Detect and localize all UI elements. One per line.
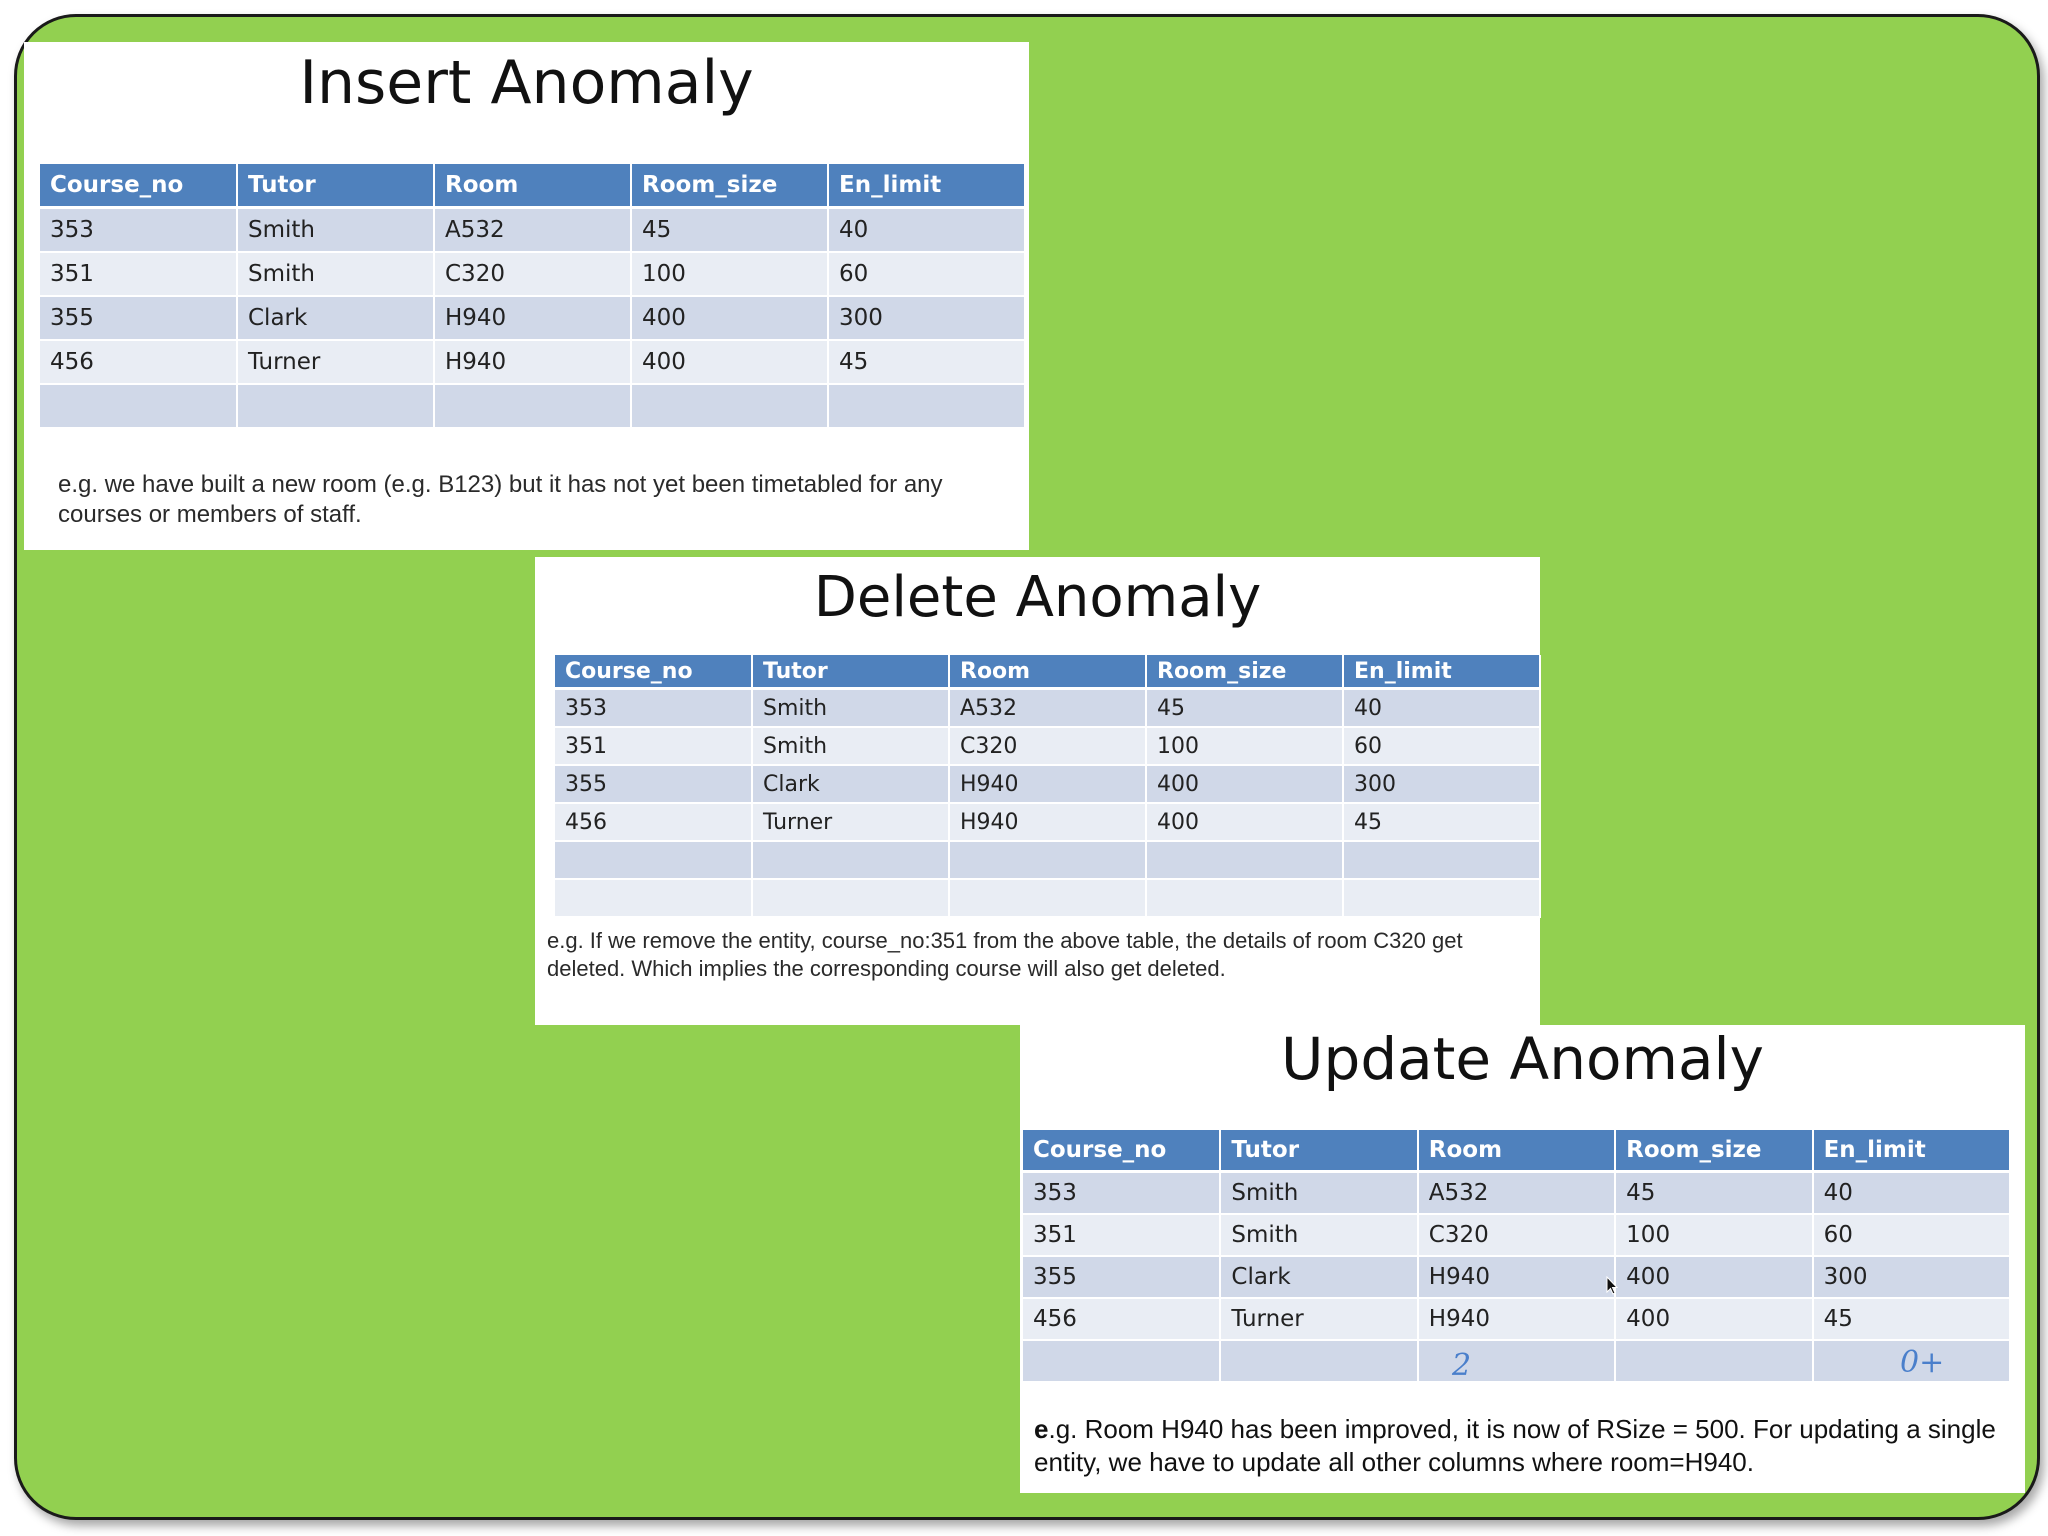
table-cell: H940	[949, 765, 1146, 803]
delete-anomaly-panel	[535, 557, 1540, 1025]
table-header-row	[555, 655, 1540, 689]
table-cell: H940	[949, 803, 1146, 841]
table-row	[1023, 1298, 2010, 1340]
table-cell: Smith	[237, 208, 434, 253]
table-row	[555, 689, 1540, 728]
table-cell: 300	[828, 296, 1025, 340]
table-cell: Turner	[237, 340, 434, 384]
table-row	[555, 765, 1540, 803]
table-row	[555, 803, 1540, 841]
table-header-row	[40, 164, 1025, 208]
table-cell: 351	[40, 252, 237, 296]
table-cell: C320	[949, 727, 1146, 765]
table-cell: Turner	[1220, 1298, 1417, 1340]
handwritten-annotation: 2	[1452, 1348, 1472, 1383]
insert-anomaly-title: Insert Anomaly	[299, 48, 754, 118]
table-cell: 45	[1813, 1298, 2010, 1340]
table-cell: 355	[40, 296, 237, 340]
table-cell: 456	[555, 803, 752, 841]
column-header: Tutor	[1220, 1130, 1417, 1172]
table-cell: 400	[1615, 1298, 1812, 1340]
table-cell: Clark	[1220, 1256, 1417, 1298]
table-cell: 45	[1343, 803, 1540, 841]
table-cell: 40	[828, 208, 1025, 253]
table-row	[1023, 1214, 2010, 1256]
table-cell: 351	[1023, 1214, 1220, 1256]
table-cell: Turner	[752, 803, 949, 841]
table-cell: 353	[555, 689, 752, 728]
update-anomaly-note	[1034, 1413, 2014, 1478]
table-cell: A532	[1418, 1172, 1615, 1215]
table-cell: 400	[631, 296, 828, 340]
table-cell: 45	[1615, 1172, 1812, 1215]
insert-anomaly-panel	[24, 42, 1029, 550]
table-cell: 400	[1146, 803, 1343, 841]
column-header: Room	[434, 164, 631, 208]
table-cell: H940	[434, 340, 631, 384]
table-cell: Smith	[752, 689, 949, 728]
table-header-row	[1023, 1130, 2010, 1172]
table-cell: H940	[1418, 1298, 1615, 1340]
column-header: En_limit	[828, 164, 1025, 208]
table-cell: 60	[828, 252, 1025, 296]
mouse-cursor-icon	[1606, 1276, 1620, 1296]
column-header: Course_no	[1023, 1130, 1220, 1172]
update-note-text: .g. Room H940 has been improved, it is now of RSize = 500. For updating a single entity, we have to update all other columns where room=H940.	[1034, 1414, 1996, 1477]
column-header: Course_no	[555, 655, 752, 689]
column-header: Room	[949, 655, 1146, 689]
table-row-empty	[555, 879, 1540, 917]
column-header: Tutor	[237, 164, 434, 208]
table-cell: 400	[631, 340, 828, 384]
delete-anomaly-note: e.g. If we remove the entity, course_no:351 from the above table, the details of room C320 get deleted. Which implies the corresponding course will also get deleted.	[547, 928, 1463, 982]
delete-anomaly-table	[555, 655, 1541, 918]
insert-anomaly-note: e.g. we have built a new room (e.g. B123) but it has not yet been timetabled for any courses or members of staff.	[58, 471, 943, 528]
update-anomaly-table	[1023, 1130, 2011, 1383]
table-row	[40, 296, 1025, 340]
insert-anomaly-table	[40, 164, 1026, 429]
delete-anomaly-title: Delete Anomaly	[813, 565, 1262, 630]
table-cell: C320	[1418, 1214, 1615, 1256]
table-cell: Smith	[237, 252, 434, 296]
table-cell: H940	[1418, 1256, 1615, 1298]
column-header: Course_no	[40, 164, 237, 208]
table-row	[1023, 1172, 2010, 1215]
column-header: Room_size	[1146, 655, 1343, 689]
table-cell: Clark	[752, 765, 949, 803]
table-cell: 355	[555, 765, 752, 803]
table-row	[1023, 1256, 2010, 1298]
table-cell: Smith	[1220, 1214, 1417, 1256]
column-header: Tutor	[752, 655, 949, 689]
table-cell: 353	[40, 208, 237, 253]
table-cell: Clark	[237, 296, 434, 340]
table-cell: 40	[1813, 1172, 2010, 1215]
table-row	[555, 727, 1540, 765]
table-cell: H940	[434, 296, 631, 340]
table-cell: 456	[1023, 1298, 1220, 1340]
table-cell: A532	[434, 208, 631, 253]
table-cell: 100	[631, 252, 828, 296]
table-cell: 351	[555, 727, 752, 765]
table-cell: Smith	[752, 727, 949, 765]
table-row-empty	[1023, 1340, 2010, 1382]
table-cell: 100	[1615, 1214, 1812, 1256]
table-cell: 45	[631, 208, 828, 253]
table-cell: 60	[1813, 1214, 2010, 1256]
table-row	[40, 340, 1025, 384]
table-row-empty	[40, 384, 1025, 428]
table-cell: 40	[1343, 689, 1540, 728]
table-cell: 400	[1615, 1256, 1812, 1298]
table-cell: 400	[1146, 765, 1343, 803]
table-cell: 353	[1023, 1172, 1220, 1215]
table-cell: 45	[1146, 689, 1343, 728]
handwritten-annotation: 0+	[1900, 1345, 1945, 1380]
table-row	[40, 208, 1025, 253]
table-cell: Smith	[1220, 1172, 1417, 1215]
table-cell: C320	[434, 252, 631, 296]
column-header: Room	[1418, 1130, 1615, 1172]
update-note-bold-letter: e	[1034, 1414, 1049, 1444]
column-header: En_limit	[1343, 655, 1540, 689]
table-row-empty	[555, 841, 1540, 879]
table-cell: 45	[828, 340, 1025, 384]
table-cell: 355	[1023, 1256, 1220, 1298]
table-cell: 300	[1343, 765, 1540, 803]
table-cell: 100	[1146, 727, 1343, 765]
column-header: En_limit	[1813, 1130, 2010, 1172]
table-cell: 456	[40, 340, 237, 384]
column-header: Room_size	[631, 164, 828, 208]
table-cell: 300	[1813, 1256, 2010, 1298]
table-cell: A532	[949, 689, 1146, 728]
update-anomaly-panel	[1020, 1025, 2025, 1493]
column-header: Room_size	[1615, 1130, 1812, 1172]
update-anomaly-title: Update Anomaly	[1281, 1025, 1764, 1093]
table-cell: 60	[1343, 727, 1540, 765]
table-row	[40, 252, 1025, 296]
